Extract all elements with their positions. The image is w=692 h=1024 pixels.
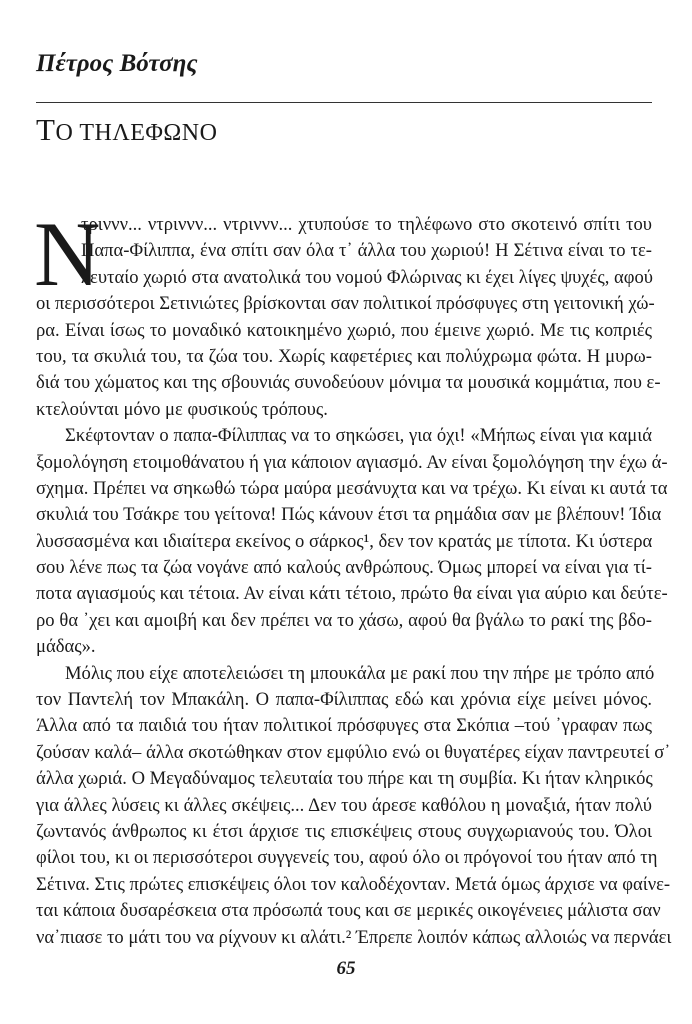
title-rest: Ο ΤΗΛΕΦΩΝΟ	[55, 120, 218, 146]
body-text	[34, 203, 672, 951]
text-line: τον Παντελή τον Μπακάλη. Ο παπα-Φίλιππας εδώ και χρόνια είχε μείνει μόνος.	[36, 689, 652, 711]
text-line: ζωντανός άνθρωπος κι έτσι άρχισε τις επισκέψεις στους συγχωριανούς του. Όλοι	[36, 820, 652, 842]
text-line: φίλοι του, κι οι περισσότεροι συγγενείς του, αφού όλο οι πρόγονοί του ήταν από τη	[36, 847, 658, 869]
title-first-letter: Τ	[36, 112, 56, 147]
paragraph	[34, 203, 661, 423]
text-line: λυσσασμένα και ιδιαίτερα εκείνος ο σάρκος¹, δεν τον κρατάς με τίποτα. Κι ύστερα	[36, 530, 653, 552]
text-line: οι περισσότεροι Σετινιώτες βρίσκονται σαν πολιτικοί πρόσφυγες στη γειτονική χώ-	[36, 293, 655, 315]
text-line: άλλα χωριά. Ο Μεγαδύναμος τελευταία του πήρε και τη συμβία. Κι ήταν κληρικός	[36, 768, 653, 790]
page-number: 65	[336, 958, 356, 979]
drop-cap: Ν	[34, 203, 101, 305]
text-line: λευταίο χωριό στα ανατολικά του νομού Φλώρινας κι έχει λίγες ψυχές, αφού	[81, 266, 653, 288]
text-line: ζούσαν καλά– άλλα σκοτώθηκαν στον εμφύλιο ενώ οι θυγατέρες είχαν παντρευτεί σ᾽	[36, 741, 671, 763]
text-line: Άλλα από τα παιδιά του ήταν πολιτικοί πρόσφυγες στα Σκόπια –τού ᾽γραφαν πως	[36, 715, 652, 737]
text-line: ρο θα ᾽χει και αμοιβή και δεν πρέπει να το χάσω, αφού θα βγάλω το ρακί της βδο-	[36, 609, 652, 631]
text-line: Σέτινα. Στις πρώτες επισκέψεις όλοι τον καλοδέχονταν. Μετά όμως άρχισε να φαίνε-	[36, 873, 671, 895]
text-line: σκυλιά του Τσάκρε του γείτονα! Πώς κάνουν έτσι τα ρημάδια σαν με βλέπουν! Ίδια	[36, 504, 662, 526]
text-line: μάδας».	[36, 636, 96, 658]
text-line: Παπα-Φίλιππα, ένα σπίτι σαν όλα τ᾽ άλλα του χωριού! Η Σέτινα είναι το τε-	[81, 240, 652, 262]
text-line: ρα. Είναι ίσως το μοναδικό κατοικημένο χωριό, που έμεινε χωριό. Με τις κοπριές	[36, 319, 652, 341]
text-line: για άλλες λύσεις κι άλλες σκέψεις... Δεν του άρεσε καθόλου η μοναξιά, ήταν πολύ	[36, 794, 652, 816]
text-line: σου λένε πως τα ζώα νογάνε από καλούς ανθρώπους. Όμως μπορεί να είναι για τί-	[36, 557, 652, 579]
author-name: Πέτρος Βότσης	[36, 50, 198, 77]
text-line: ποτα αγιασμούς και τέτοια. Αν είναι κάτι τέτοιο, πρώτο θα είναι για αύριο και δεύτε-	[36, 583, 668, 605]
text-line: ται κάποια δυσαρέσκεια στα πρόσωπά τους και σε μερικές οικογένειες μάλιστα σαν	[36, 900, 661, 922]
chapter-title	[36, 112, 217, 148]
text-line: του, τα σκυλιά του, τα ζώα του. Χωρίς καφετέριες και πολύχρωμα φώτα. Η μυρω-	[36, 345, 652, 367]
header-rule	[36, 102, 652, 103]
text-line: κτελούνται μόνο με φυσικούς τρόπους.	[36, 398, 328, 420]
text-line: τριννν... ντριννν... ντριννν... χτυπούσε το τηλέφωνο στο σκοτεινό σπίτι του	[81, 214, 652, 235]
paragraph	[36, 661, 672, 951]
paragraph	[36, 423, 668, 661]
text-line: Σκέφτονταν ο παπα-Φίλιππας να το σηκώσει, για όχι! «Μήπως είναι για καμιά	[65, 425, 652, 447]
text-line: σχημα. Πρέπει να σηκωθώ τώρα μαύρα μεσάνυχτα και να τρέχω. Κι είναι κι αυτά τα	[36, 477, 668, 499]
text-line: διά του χώματος και της σβουνιάς συνοδεύουν μόνιμα τα μουσικά κομμάτια, που ε-	[36, 372, 661, 394]
text-line: ξομολόγηση ετοιμοθάνατου ή για κάποιον αγιασμό. Αν είναι ξομολόγηση την έχω ά-	[36, 451, 668, 473]
text-line: να᾽πιασε το μάτι του να ρίχνουν κι αλάτι.² Έπρεπε λοιπόν κάπως αλλοιώς να περνάει	[36, 926, 672, 948]
text-line: Μόλις που είχε αποτελειώσει τη μπουκάλα με ρακί που την πήρε με τρόπο από	[65, 662, 655, 684]
